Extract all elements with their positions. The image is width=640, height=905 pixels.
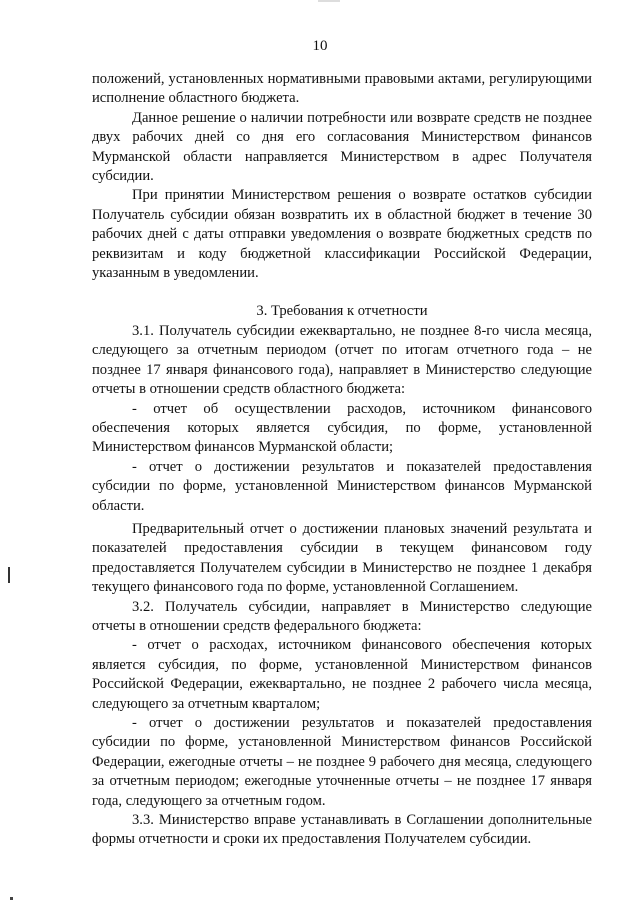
list-item: - отчет о расходах, источником финансового обеспечения которых является субсидия, по форме, установленной Министерством финансов Российской Федерации, ежеквартально, не позднее 2 рабочего числа месяца, следующего за отчетным кварталом; (92, 637, 592, 712)
paragraph: 3.3. Министерство вправе устанавливать в Соглашении дополнительные формы отчетности и сроки их предоставления Получателем субсидии. (92, 812, 592, 848)
page-number: 10 (312, 38, 328, 54)
scan-artifact (10, 897, 13, 900)
paragraph: положений, установленных нормативными правовыми актами, регулирующими исполнение областного бюджета. (92, 71, 592, 107)
list-item: - отчет о достижении результатов и показателей предоставления субсидии по форме, установленной Министерством финансов Российской Федерации, ежегодные отчеты – не позднее 9 рабочего дня месяца, следующего за отчетным периодом; ежегодные уточненные отчеты – не позднее 17 января года, следующего за отчетным годом. (92, 715, 592, 809)
section-heading: 3. Требования к отчетности (256, 303, 428, 320)
list-item: - отчет об осуществлении расходов, источником финансового обеспечения которых является субсидия, по форме, установленной Министерством финансов Мурманской области; (92, 400, 592, 456)
paragraph: Данное решение о наличии потребности или возврате средств не позднее двух рабочих дней со дня его согласования Министерством финансов Мурманской области направляется Министерством в адрес Получателя субсидии. (92, 109, 592, 185)
list-item: - отчет о достижении результатов и показателей предоставления субсидии по форме, установленной Министерством финансов Мурманской области. (92, 458, 592, 514)
document-body (92, 70, 592, 850)
paragraph: При принятии Министерством решения о возврате остатков субсидии Получатель субсидии обязан возвратить их в областной бюджет в течение 30 рабочих дней с даты отправки уведомления о возврате бюджетных средств по реквизитам и коду бюджетной классификации Российской Федерации, указанным в уведомлении. (92, 187, 592, 282)
scan-artifact (318, 0, 340, 2)
scan-artifact (8, 567, 10, 583)
paragraph: 3.1. Получатель субсидии ежеквартально, не позднее 8-го числа месяца, следующего за отчетным периодом (отчет по итогам отчетного года – не позднее 17 января финансового года), направляет в Министерство следующие отчеты в отношении средств областного бюджета: (92, 322, 592, 398)
paragraph: Предварительный отчет о достижении плановых значений результата и показателей предоставления субсидии в текущем финансовом году предоставляется Получателем субсидии в Министерство не позднее 1 декабря текущего финансового года по форме, установленной Соглашением. (92, 520, 592, 596)
paragraph: 3.2. Получатель субсидии, направляет в Министерство следующие отчеты в отношении средств федерального бюджета: (92, 598, 592, 634)
